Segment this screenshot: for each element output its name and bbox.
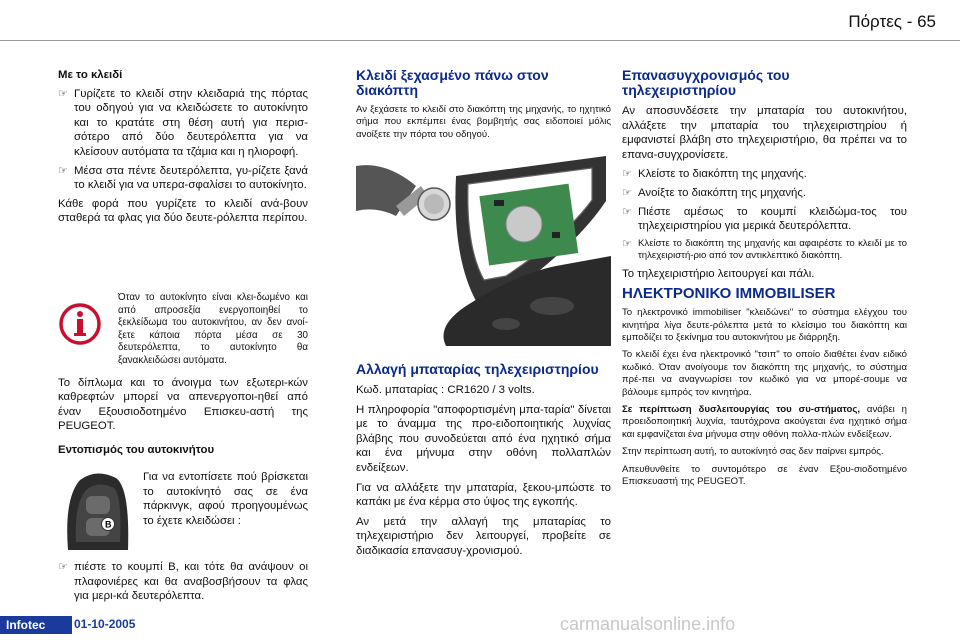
list-item: ☞ Γυρίζετε το κλειδί στην κλειδαριά της πόρτας του οδηγού για να κλειδώσετε το αυτοκίνητο και το κρατάτε στη θέση αυτή για περισ-σότερο από δύο δευτερόλεπτα για να κλείσουν αυτόματα τα τζάμια και η ηλιοροφή. [58,87,308,158]
paragraph: Αν μετά την αλλαγή της μπαταρίας το τηλεχειριστήριο δεν λειτουργεί, προβείτε σε διαδικασία επανασυγ-χρονισμού. [356,515,611,557]
info-icon [58,302,102,346]
paragraph: Αν αποσυνδέσετε την μπαταρία του αυτοκινήτου, αλλάξετε την μπαταρία του τηλεχειριστηρίου ή εμφανιστεί βλάβη στο τηλεχειριστήριο, θα πρέπει να το επανα-συγχρονίσετε. [622,105,907,161]
paragraph: Για να αλλάξετε την μπαταρία, ξεκου-μπώστε το καπάκι με ένα κέρμα στο ύψος της εγκοπής. [356,481,611,509]
paragraph: Σε περίπτωση δυσλειτουργίας του συ-στήματος, ανάβει η προειδοποιητική λυχνία, ταυτόχρονα ακούγεται ένα ηχητικό σήμα και εμφανίζεται ένα μήνυμα στην οθόνη πολλα-πλών ενδείξεων. [622,404,907,440]
list-item: ☞ Μέσα στα πέντε δευτερόλεπτα, γυ-ρίζετε ξανά το κλειδί για να υπερα-σφαλίσει το αυτοκίνητο. [58,164,308,192]
pointing-hand-icon: ☞ [58,561,68,573]
list-item: ☞ Πιέστε αμέσως το κουμπί κλειδώμα-τος του τηλεχειριστηρίου για μερικά δευτερόλεπτα. [622,205,907,233]
paragraph: Απευθυνθείτε το συντομότερο σε έναν Εξου-σιοδοτημένο Επισκευαστή της PEUGEOT. [622,463,907,488]
list-item: ☞ πιέστε το κουμπί B, και τότε θα ανάψουν οι πλαφονιέρες και θα αναβοσβήσουν τα φλας για μερι-κά δευτερόλεπτα. [58,561,308,603]
paragraph: Η πληροφορία "αποφορτισμένη μπα-ταρία" δίνεται με το άναμμα της προ-ειδοποιητικής λυχνίας βλάβης που συνοδεύεται από ένα ηχητικό σήμα και ένα μήνυμα στην οθόνη πολλαπλών ενδείξεων. [356,403,611,474]
paragraph: Στην περίπτωση αυτή, το αυτοκίνητό σας δεν παίρνει εμπρός. [622,446,884,458]
paragraph: Κωδ. μπαταρίας : CR1620 / 3 volts. [356,384,535,396]
svg-text:B: B [105,519,112,530]
column-right [622,68,907,493]
battery-replacement-image [356,156,611,346]
infotec-logo: Infotec [0,616,72,634]
section-heading-immobiliser: ΗΛΕΚΤΡΟΝΙΚΟ IMMOBILISER [622,285,836,303]
paragraph: Το ηλεκτρονικό immobiliser "κλειδώνει" το σύστημα ελέγχου του κινητήρα λίγα δευτε-ρόλεπτα μετά το κλείσιμο του διακόπτη και εμποδίζει το ξεκίνημα του αυτοκινήτου με διάρρηξη. [622,307,907,343]
info-text: Όταν το αυτοκίνητο είναι κλει-δωμένο και από απροσεξία ενεργοποιηθεί το ξεκλείδωμα του αυτοκινήτου, αν δεν ανοί-ξετε κάποια πόρτα μέσα σε 30 δευτερόλεπτα, το αυτοκίνητο θα ξανακλειδώσει αυτόματα. [118,292,308,366]
bullet-list [58,87,308,193]
locate-block [58,470,308,533]
watermark: carmanualsonline.info [560,614,736,634]
section-heading-battery: Αλλαγή μπαταρίας τηλεχειριστηρίου [356,361,599,377]
paragraph: Για να εντοπίσετε πού βρίσκεται το αυτοκίνητό σας σε ένα πάρκινγκ, αφού προηγουμένως το έχετε κλειδώσει : [143,471,308,527]
pointing-hand-icon: ☞ [622,237,632,250]
section-heading-resync: Επανασυγχρονισμός του τηλεχειριστηρίου [622,67,790,98]
pointing-hand-icon: ☞ [622,186,632,199]
column-middle [356,68,611,146]
pointing-hand-icon: ☞ [58,87,68,100]
page-title: Πόρτες - 65 [848,12,936,31]
pointing-hand-icon: ☞ [58,164,68,177]
footer-date: 01-10-2005 [74,617,136,631]
pointing-hand-icon: ☞ [622,205,632,218]
list-item: ☞ Κλείστε το διακόπτη της μηχανής. [622,168,807,181]
section-heading-with-key: Με το κλειδί [58,69,123,81]
list-item: ☞ Κλείστε το διακόπτη της μηχανής και αφαιρέστε το κλειδί με το τηλεχειριστή-ριο από τον αντικλεπτικό διακόπτη. [622,237,907,262]
column-left [58,68,308,231]
list-item: ☞ Ανοίξτε το διακόπτη της μηχανής. [622,186,807,199]
paragraph: Το κλειδί έχει ένα ηλεκτρονικό "τσιπ" το οποίο διαθέτει έναν ειδικό κωδικό. Όταν ανοίγουμε τον διακόπτη της μηχανής, το σύστημα πρέ-πει να αναγνωρίσει τον κωδικό για να μπορέ-σουμε να βάλουμε εμπρός τον κινητήρα. [622,349,907,398]
paragraph: Αν ξεχάσετε το κλειδί στο διακόπτη της μηχανής, το ηχητικό σήμα που εκπέμπει ένας βομβητής σας ειδοποιεί μόλις ανοίξετε την πόρτα του οδηγού. [356,104,611,140]
bullet-list [622,167,907,262]
header-rule [0,40,960,41]
info-box [58,292,308,460]
paragraph: Το τηλεχειριστήριο λειτουργεί και πάλι. [622,267,815,280]
section-heading-locate: Εντοπισμός του αυτοκινήτου [58,443,215,456]
locate-bullet [58,560,308,608]
paragraph: Κάθε φορά που γυρίζετε το κλειδί ανά-βουν σταθερά τα φλας για δύο δευτε-ρόλεπτα περίπου. [58,197,308,225]
section-heading-forgotten-key: Κλειδί ξεχασμένο πάνω στον διακόπτη [356,67,549,98]
paragraph: Το δίπλωμα και το άνοιγμα των εξωτερι-κών καθρεφτών μπορεί να απενεργοποι-ηθεί από έναν Εξουσιοδοτημένο Επισκευ-αστή της PEUGEOT. [58,376,308,433]
battery-section [356,362,611,564]
pointing-hand-icon: ☞ [622,168,632,181]
